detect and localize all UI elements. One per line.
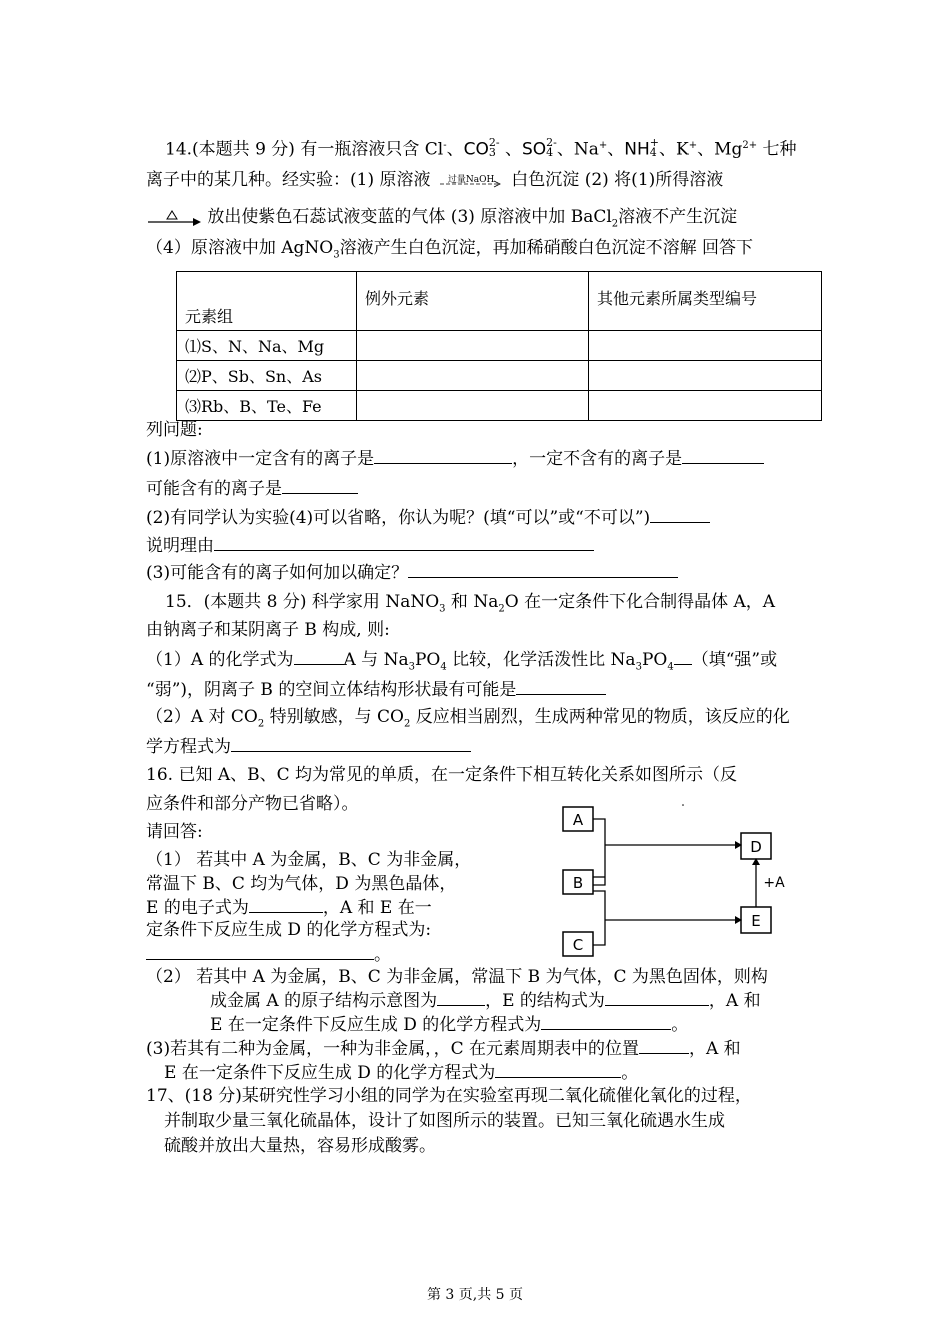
q16-part3-b: E 在一定条件下反应生成 D 的化学方程式为 。 <box>164 1060 638 1085</box>
q14-line5: 列问题: <box>146 420 203 440</box>
q16-part2-b: 成金属 A 的原子结构示意图为 ，E 的结构式为 ，A 和 <box>210 988 761 1013</box>
q16-part2-c: E 在一定条件下反应生成 D 的化学方程式为 。 <box>210 1012 688 1037</box>
table-cell: ⑶Rb、B、Te、Fe <box>177 391 357 421</box>
label-c: C <box>572 936 584 954</box>
answer-blank[interactable] <box>650 505 710 523</box>
answer-blank[interactable] <box>249 895 323 913</box>
label-plus-a: +A <box>763 875 785 891</box>
q16-part1-a: （1） 若其中 A 为金属，B、C 为非金属， <box>146 850 472 870</box>
q15-line3: （1）A 的化学式为 A 与 $Na_3PO_4$ 比较，化学活泼性比 $Na_3PO_4$ （填“强”或 <box>146 647 777 679</box>
q14-line3: 放出使紫色石蕊试液变蓝的气体 (3) 原溶液中加 BaCl$_2$溶液不产生沉淀 <box>146 205 737 236</box>
label-a: A <box>572 811 584 829</box>
q16-line1: 16. 已知 A、B、C 均为常见的单质，在一定条件下相互转化关系如图所示（反 <box>146 765 738 785</box>
table-cell <box>357 391 589 421</box>
answer-blank[interactable] <box>374 446 512 464</box>
table-row <box>177 331 822 361</box>
q17-line2: 并制取少量三氧化硫晶体，设计了如图所示的装置。已知三氧化硫遇水生成 <box>164 1111 725 1131</box>
arrow-icon <box>436 171 506 191</box>
answer-blank[interactable] <box>674 647 692 665</box>
answer-blank[interactable] <box>682 446 764 464</box>
q16-part1-d: 定条件下反应生成 D 的化学方程式为: <box>146 920 432 940</box>
answer-blank[interactable] <box>408 560 678 578</box>
page-footer: 第 3 页,共 5 页 <box>426 1287 524 1303</box>
answer-blank[interactable] <box>437 988 485 1006</box>
answer-blank[interactable] <box>495 1060 621 1078</box>
reaction-arrow-naoh: 过量NaOH <box>436 171 506 191</box>
answer-blank[interactable] <box>294 647 344 665</box>
answer-blank[interactable] <box>605 988 709 1006</box>
q15-line5: （2）A 对 $CO_2$ 特别敏感，与 $CO_2$ 反应相当剧烈，生成两种常见的物质，该反应的化 <box>146 707 790 730</box>
conversion-diagram <box>555 795 785 970</box>
table-row <box>177 361 822 391</box>
header-type-number: 其他元素所属类型编号 <box>589 272 822 331</box>
table-cell: ⑴S、N、Na、Mg <box>177 331 357 361</box>
dot-mark <box>682 804 684 806</box>
header-element-group: 元素组 <box>177 272 357 331</box>
answer-blank[interactable] <box>516 677 606 695</box>
answer-blank[interactable] <box>541 1012 671 1030</box>
q16-part1-b: 常温下 B、C 均为气体，D 为黑色晶体， <box>146 874 457 894</box>
q14-part3: (3)可能含有的离子如何加以确定？ <box>146 560 678 585</box>
label-b: B <box>572 874 584 892</box>
connector-lines <box>593 819 756 945</box>
answer-blank[interactable] <box>214 533 594 551</box>
q15-line1: 15．(本题共 8 分) 科学家用 NaNO$_3$ 和 $Na_2O$ 在一定条件下化合制得晶体 A，A <box>165 592 776 615</box>
q16-part2-a: （2） 若其中 A 为金属，B、C 为非金属，常温下 B 为气体，C 为黑色固体，则构 <box>146 967 768 987</box>
label-e: E <box>751 912 761 930</box>
reaction-arrow-heat <box>146 208 202 228</box>
q16-part1-e: 。 <box>146 942 391 967</box>
table-cell <box>357 361 589 391</box>
answer-blank[interactable] <box>282 476 358 494</box>
table-cell <box>357 331 589 361</box>
table-cell: ⑵P、Sb、Sn、As <box>177 361 357 391</box>
q16-line2: 应条件和部分产物已省略）。 <box>146 794 359 814</box>
answer-blank[interactable] <box>639 1036 689 1054</box>
q14-part1: (1)原溶液中一定含有的离子是 ，一定不含有的离子是 <box>146 446 764 471</box>
element-table <box>176 271 822 421</box>
table-cell <box>589 331 822 361</box>
header-exception: 例外元素 <box>357 272 589 331</box>
q14-line4: （4）原溶液中加 AgNO$_3$溶液产生白色沉淀，再加稀硝酸白色沉淀不溶解 回答下 <box>146 238 753 261</box>
table-row <box>177 391 822 421</box>
q15-line6: 学方程式为 <box>146 734 471 759</box>
answer-blank[interactable] <box>231 734 471 752</box>
heat-arrow-icon <box>146 208 202 228</box>
q14-line2: 离子中的某几种。经实验：(1) 原溶液 过量NaOH 白色沉淀 (2) 将(1)所得溶液 <box>146 170 724 190</box>
q14-part1b: 可能含有的离子是 <box>146 476 358 501</box>
answer-blank[interactable] <box>146 942 374 960</box>
q15-line4: “弱”)，阴离子 B 的空间立体结构形状最有可能是 <box>146 677 606 702</box>
table-cell <box>589 391 822 421</box>
q14-part2b: 说明理由 <box>146 533 594 558</box>
q17-line3: 硫酸并放出大量热，容易形成酸雾。 <box>164 1136 436 1156</box>
q16-part3-a: (3)若其有二种为金属，一种为非金属，，C 在元素周期表中的位置 ，A 和 <box>146 1036 741 1061</box>
q14-line1: 14.(本题共 9 分) 有一瓶溶液只含 Cl-、CO2- 3 、SO2- 4 、Na+、NH+ 4 、K+、$Mg^{2+}$ 七种 <box>165 136 797 160</box>
q14-part2: (2)有同学认为实验(4)可以省略，你认为呢？(填“可以”或“不可以”) <box>146 505 710 530</box>
q16-line3: 请回答: <box>146 822 203 842</box>
table-header-row <box>177 272 822 331</box>
q17-line1: 17、(18 分)某研究性学习小组的同学为在实验室再现二氧化硫催化氧化的过程， <box>146 1086 752 1106</box>
table-cell <box>589 361 822 391</box>
label-d: D <box>750 838 762 856</box>
q15-line2: 由钠离子和某阴离子 B 构成, 则: <box>146 620 390 640</box>
q16-part1-c: E 的电子式为 ，A 和 E 在一 <box>146 895 432 920</box>
